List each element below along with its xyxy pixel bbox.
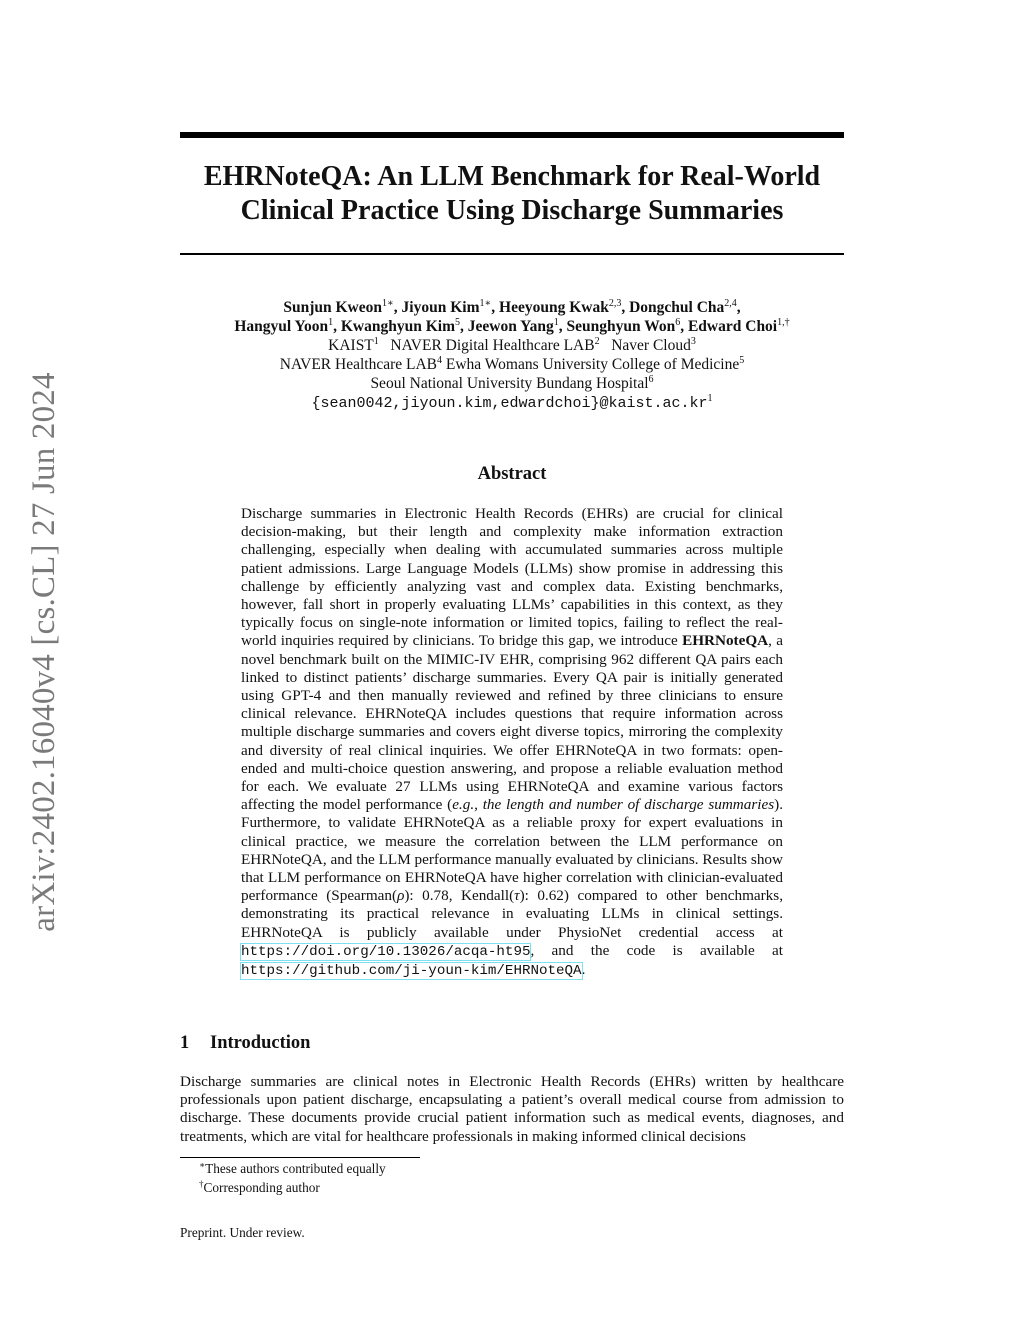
affiliation: Seoul National University Bundang Hospital	[370, 375, 649, 392]
code-link[interactable]: https://github.com/ji-youn-kim/EHRNoteQA	[241, 963, 582, 980]
author-names-line-1	[180, 298, 844, 317]
author-affil-mark: 1	[328, 317, 334, 328]
author-separator: ,	[621, 299, 630, 316]
title-line-2: Clinical Practice Using Discharge Summaries	[240, 195, 784, 226]
abstract-text: ): 0.78, Kendall(	[404, 887, 515, 905]
author-emails	[180, 393, 844, 413]
title-rule-bottom	[180, 253, 844, 255]
affiliation: KAIST	[328, 337, 374, 354]
author-affil-mark: 1,†	[777, 317, 790, 328]
author-separator: ,	[393, 299, 402, 316]
footnote-text: These authors contributed equally	[205, 1161, 386, 1176]
affiliations-line-1	[180, 336, 844, 355]
tau-symbol: τ	[514, 887, 520, 905]
abstract-body	[241, 505, 783, 980]
abstract-text: , and the code is available at	[530, 941, 783, 959]
abstract-text: .	[581, 961, 586, 979]
abstract-benchmark-name: EHRNoteQA	[682, 632, 769, 650]
rho-symbol: ρ	[397, 887, 405, 905]
title-rule-top	[180, 132, 844, 138]
email-address: {sean0042,jiyoun.kim,edwardchoi}@kaist.ac.kr	[311, 395, 708, 412]
author-separator: ,	[736, 299, 741, 316]
author-affil-mark: 2,3	[608, 298, 622, 309]
author-affil-mark: 6	[675, 317, 681, 328]
paper-title	[180, 160, 844, 228]
author-affil-mark: 1∗	[479, 298, 492, 309]
author-separator: ,	[491, 299, 500, 316]
abstract-text: ). Furthermore, to validate EHRNoteQA as a reliable proxy for expert evaluations in clinical practice, we measure the correlation between the LLM performance on EHRNoteQA, and the LLM performance manually evaluated by clinicians. Results show that LLM performance on EHRNoteQA have higher correlation with clinician-evaluated performance (Spearman(	[241, 796, 783, 905]
section-heading-introduction	[180, 1032, 310, 1054]
affil-mark: 6	[648, 374, 654, 385]
footnote-mark: †	[199, 1179, 204, 1189]
affil-mark: 4	[437, 355, 443, 366]
footnote-corresponding	[199, 1178, 386, 1197]
introduction-paragraph: Discharge summaries are clinical notes in Electronic Health Records (EHRs) written by healthcare professionals upon patient discharge, encapsulating a patient’s overall medical course from admission to discharge. These documents provide crucial patient information such as medical events, diagnoses, and treatments, which are vital for healthcare professionals in making informed clinical decisions	[180, 1073, 844, 1145]
abstract-text: Discharge summaries in Electronic Health Records (EHRs) are crucial for clinical decision-making, but their length and complexity make information extraction challenging, especially when dealing with accumulated summaries across multiple patient admissions. Large Language Models (LLMs) show promise in addressing this challenge by efficiently analyzing vast and complex data. Existing benchmarks, however, fall short in properly evaluating LLMs’ capabilities in this context, as they typically focus on single-note information or limited topics, failing to reflect the real-world inquiries required by clinicians. To bridge this gap, we introduce	[241, 505, 783, 650]
affil-mark: 3	[690, 336, 696, 347]
title-line-1: EHRNoteQA: An LLM Benchmark for Real-World	[203, 161, 821, 192]
affiliation: Naver Cloud	[611, 337, 691, 354]
author-affil-mark: 5	[455, 317, 461, 328]
author-name: Seunghyun Won	[566, 318, 676, 335]
affiliations-line-2	[180, 355, 844, 374]
author-affil-mark: 1	[553, 317, 559, 328]
author-name: Edward Choi	[687, 318, 778, 335]
author-block	[180, 298, 844, 413]
abstract-heading: Abstract	[477, 464, 547, 484]
footnote-mark: ∗	[199, 1160, 206, 1170]
author-names-line-2	[180, 317, 844, 336]
footnote-rule	[180, 1157, 420, 1158]
preprint-notice: Preprint. Under review.	[180, 1225, 305, 1240]
author-separator: ,	[460, 318, 468, 335]
affiliation: NAVER Digital Healthcare LAB	[390, 337, 595, 354]
author-name: Hangyul Yoon	[234, 318, 329, 335]
abstract-text: , a novel benchmark built on the MIMIC-IV EHR, comprising 962 different QA pairs each linked to distinct patients’ discharge summaries. Every QA pair is initially generated using GPT-4 and then manually reviewed and refined by three clinicians to ensure clinical relevance. EHRNoteQA includes questions that require information across multiple discharge summaries and covers eight diverse topics, mirroring the complexity and diversity of real clinical inquiries. We offer EHRNoteQA in two formats: open-ended and multi-choice question answering, and propose a reliable evaluation method for each. We evaluate 27 LLMs using EHRNoteQA and examine various factors affecting the model performance (	[241, 632, 783, 814]
footnote-text: Corresponding author	[203, 1180, 320, 1195]
author-separator: ,	[558, 318, 567, 335]
author-name: Kwanghyun Kim	[340, 318, 456, 335]
footnote-equal-contribution	[199, 1159, 386, 1178]
affil-mark: 1	[707, 393, 713, 404]
section-title: Introduction	[210, 1033, 311, 1053]
author-name: Heeyoung Kwak	[499, 299, 609, 316]
affil-mark: 1	[373, 336, 379, 347]
abstract-emphasis: e.g., the length and number of discharge summaries	[452, 796, 775, 814]
author-affil-mark: 2,4	[724, 298, 737, 309]
author-name: Dongchul Cha	[629, 299, 725, 316]
author-affil-mark: 1∗	[381, 298, 394, 309]
author-name: Jiyoun Kim	[401, 299, 480, 316]
author-name: Sunjun Kweon	[283, 299, 382, 316]
arxiv-stamp: arXiv:2402.16040v4 [cs.CL] 27 Jun 2024	[26, 372, 62, 932]
dataset-link[interactable]: https://doi.org/10.13026/acqa-ht95	[241, 943, 531, 960]
affiliations-line-3	[180, 374, 844, 393]
affiliation: Ewha Womans University College of Medicine	[445, 356, 740, 373]
author-separator: ,	[680, 318, 688, 335]
footnotes	[199, 1159, 386, 1197]
affil-mark: 2	[594, 336, 600, 347]
author-separator: ,	[333, 318, 341, 335]
author-name: Jeewon Yang	[467, 318, 554, 335]
section-number: 1	[180, 1033, 190, 1053]
affil-mark: 5	[739, 355, 745, 366]
affiliation: NAVER Healthcare LAB	[279, 356, 438, 373]
abstract-text: ): 0.62) compared to other benchmarks, demonstrating its practical relevance in evaluating LLMs in clinical settings. EHRNoteQA is publicly available under PhysioNet credential access at	[241, 887, 783, 941]
